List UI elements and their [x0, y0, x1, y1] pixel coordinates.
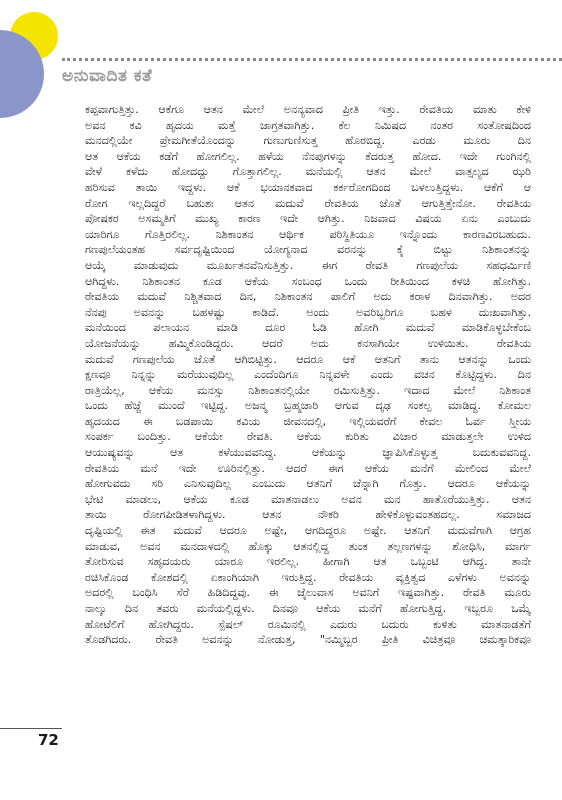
body-line: ಆತ ಆಕೆಯ ಕಡೆಗೆ ಹೋಗಲಿಲ್ಲ. ಹಳೆಯ ನೆನಪುಗಳನ್ನು ಕೆದರುತ್ತ ಹೋದ. ಇದೇ ಗುಂಗಿನಲ್ಲಿ — [85, 149, 531, 163]
body-line: ರೇವತಿಯ ಮನೆ ಇದೇ ಊರಿನಲ್ಲಿತ್ತು. ಆದರೆ ಈಗ ಆಕೆಯ ಮನೆಗೆ ಮೇಲಿಂದ ಮೇಲೆ — [85, 461, 531, 475]
body-line: ನಾಲ್ಕು ದಿನ ತವರು ಮನೆಯಲ್ಲಿದ್ದಳು. ದಿನವೂ ಆಕೆಯ ಮನೆಗೆ ಹೋಗುತ್ತಿದ್ದ. ಇಬ್ಬರೂ ಒಮ್ಮೆ — [85, 602, 531, 615]
body-line: ಪೋಷಕರ ಅಸಮ್ಮತಿಗೆ ಮುಖ್ಯ ಕಾರಣ ಇದೇ ಆಗಿತ್ತು. ನಿಜವಾದ ವಿಷಯ ಏನು ಎಂಬುದು — [85, 212, 531, 226]
page-number-rule — [0, 728, 62, 729]
body-line: ಗಣಪುಲೆಯಂತಹ ಸರ್ವದೃಷ್ಟಿಯಿಂದ ಯೋಗ್ಯನಾದ ವರನನ್ನು ಕೈ ಬಿಟ್ಟು ನಿಶಿಕಾಂತನನ್ನು — [85, 243, 531, 257]
body-line: ಸಂಪರ್ಕ ಬಂದಿತ್ತು. ಆಕೆಯೇ ರೇವತಿ. ಆಕೆಯ ಕುರಿತು ವಿಚಾರ ಮಾಡುತ್ತಲೇ ಉಳಿದ — [85, 430, 531, 444]
body-line: ಆಯುಷ್ಯವನ್ನು ಆತ ಕಳೆಯುವವನಿದ್ದ. ಆಕೆಯನ್ನು ಜ್ಞಾಪಿಸಿಕೊಳ್ಳುತ್ತ ಬದುಕುವವನಿದ್ದ. — [85, 446, 531, 460]
article-body — [85, 102, 531, 648]
body-line: ಕಪ್ಪವಾಗುತ್ತಿತ್ತು. ಆಕೆಗೂ ಆತನ ಮೇಲೆ ಅನನ್ಯವಾದ ಪ್ರೀತಿ ಇತ್ತು. ರೇವತಿಯ ಮಾತು ಕೇಳಿ — [85, 103, 531, 116]
body-line: ಯೋಜನೆಯನ್ನು ಹಮ್ಮಿಕೊಂಡಿದ್ದರು. ಆದರೆ ಅದು ಕನಸಾಗಿಯೇ ಉಳಿಯಿತು. ರೇವತಿಯ — [85, 336, 531, 350]
body-line: ಮಾಡುವ, ಅವನ ಮನದಾಳದಲ್ಲಿ ಹೊಕ್ಕು ಆತನಲ್ಲಿದ್ದ ತುಂಕ ತಲ್ಲಣಗಳನ್ನು ಶೋಧಿಸಿ, ಮಾರ್ಗ — [85, 539, 531, 553]
page-number: 72 — [38, 731, 59, 749]
body-line: ಮನದಲ್ಲಿಯೇ ಪ್ರೇಮಗೀತೆಯೊಂದನ್ನು ಗುಣುಗುಣಿಸುತ್ತ ಹೊರಬಿದ್ದ. ಎರಡು ಮೂರು ದಿನ — [85, 134, 531, 148]
body-line: ಆಯ್ಕೆ ಮಾಡುವುದು ಮೂರ್ಖತನವೆನಿಸುತ್ತಿತ್ತು. ಈಗ ರೇವತಿ ಗಣಪುಲೆಯ ಸಹಧರ್ಮಿಣಿ — [85, 258, 531, 272]
body-line: ತಾಯಿ ರೋಗಪೀಡಿತಳಾಗಿದ್ದಳು. ಆತನ ನೌಕರಿ ಹೇಳಿಕೊಳ್ಳುವಂತಹದಲ್ಲ. ಸಮಾಜದ — [85, 508, 531, 522]
body-line: ಆಗಿದ್ದಳು. ನಿಶಿಕಾಂತನ ಕೂಡ ಆಕೆಯ ಸಂಬಂಧ ಒಂದು ರೀತಿಯಿಂದ ಕಳಚಿ ಹೋಗಿತ್ತು. — [85, 274, 531, 288]
body-line: ರೋಗ ಇಲ್ಲದಿದ್ದರೆ ಬಹುಶಃ ಆತನ ಮದುವೆ ರೇವತಿಯ ಜೊತೆ ಆಗುತ್ತಿತ್ತೇನೋ. ರೇವತಿಯ — [85, 196, 531, 210]
body-line: ನೆನಪು ಅವನನ್ನು ಬಹಳಷ್ಟು ಕಾಡಿದೆ. ಅಂದು ಅವರಿಬ್ಬರಿಗೂ ಬಹಳ ದುಃಖವಾಗಿತ್ತು. — [85, 305, 531, 319]
body-line: ಅವನ ಕವಿ ಹೃದಯ ಮತ್ತೆ ಜಾಗ್ರತವಾಗಿತ್ತು. ಕೆಲ ನಿಮಿಷದ ನಂತರ ಸಂತೋಷದಿಂದ — [85, 118, 531, 132]
body-line: ಹೋಟೆಲಿಗೆ ಹೋಗಿದ್ದರು. ಸ್ಪೆಷಲ್ ರೂಮಿನಲ್ಲಿ ಎದುರು ಬದುರು ಕುಳಿತು ಮಾತನಾಡತೆಗೆ — [85, 617, 531, 631]
body-line: ಹರಿಸುವ ತಾಯಿ ಇದ್ದಳು. ಆಕೆ ಭಯಾನಕವಾದ ಕರ್ಕರೋಗದಿಂದ ಬಳಲುತ್ತಿದ್ದಳು. ಆಕೆಗೆ ಆ — [85, 180, 531, 194]
body-line: ಅದರಲ್ಲಿ ಬಂಧಿಸಿ ಸೆರೆ ಹಿಡಿದಿದ್ದವು. ಈ ಜೈಲುವಾಸ ಅವನಿಗೆ ಇಷ್ಟವಾಗಿತ್ತು. ರೇವತಿ ಮೂರು — [85, 586, 531, 600]
body-line: ದೃಷ್ಟಿಯಲ್ಲಿ ಈತ ಮದುವೆ ಆದರೂ ಅಷ್ಟೇ, ಆಗದಿದ್ದರೂ ಅಷ್ಟೇ. ಆತನಿಗೆ ಮದುವೆಗಾಗಿ ಆಗ್ರಹ — [85, 524, 531, 538]
body-line: ಭೇಟಿ ಮಾಡಲು, ಆಕೆಯ ಕೂಡ ಮಾತನಾಡಲು ಅವನ ಮನ ಹಾತೊರೆಯುತ್ತಿತ್ತು. ಆತನ — [85, 492, 531, 506]
body-line: ಹೃದಯದ ಈ ಬಡಪಾಯಿ ಕವಿಯ ಜೀವನದಲ್ಲಿ, ಇಲ್ಲಿಯವರೆಗೆ ಕೇವಲ ಓರ್ವ ಸ್ತ್ರೀಯ — [85, 414, 531, 428]
body-line: ಮದುವೆ ಗಣಪುಲೆಯ ಜೊತೆ ಆಗಿಬಿಟ್ಟಿತ್ತು. ಆದರೂ ಆಕೆ ಆತನಿಗೆ ತಾನು ಆತನನ್ನು ಒಂದು — [85, 352, 531, 366]
body-line: ರಾತ್ರಿಯೆಲ್ಲ, ಆಕೆಯ ಮನಸ್ಸು ನಿಶಿಕಾಂತನಲ್ಲಿಯೇ ರಮಿಸುತ್ತಿತ್ತು. ಇದಾದ ಮೇಲೆ ನಿಶಿಕಾಂತ — [85, 383, 531, 397]
body-line: ವೇಳೆ ಕಳೆದು ಹೋದದ್ದು ಗೊತ್ತಾಗಲಿಲ್ಲ. ಮನೆಯಲ್ಲಿ ಆತನ ಮೇಲೆ ವಾತ್ಸಲ್ಯದ ಝರಿ — [85, 165, 531, 179]
body-line: ಮನೆಯಿಂದ ಪಲಾಯನ ಮಾಡಿ ದೂರ ಓಡಿ ಹೋಗಿ ಮದುವೆ ಮಾಡಿಕೊಳ್ಳಬೇಕೆಂಬ — [85, 321, 531, 335]
section-title: ಅನುವಾದಿತ ಕತೆ — [62, 66, 153, 86]
body-line: ತೊಡಗಿದರು. ರೇವತಿ ಅವನನ್ನು ನೋಡುತ್ತ, "ನಮ್ಮಿಬ್ಬರ ಪ್ರೀತಿ ವಿಚಿತ್ರವೂ ಚಮತ್ಕಾರಿಕವೂ — [85, 633, 531, 647]
body-line: ರೇವತಿಯ ಮದುವೆ ನಿಶ್ಚಿತವಾದ ದಿನ, ನಿಶಿಕಾಂತನ ಪಾಲಿಗೆ ಅದು ಕರಾಳ ದಿನವಾಗಿತ್ತು. ಅದರ — [85, 290, 531, 304]
body-line: ಯಾರಿಗೂ ಗೊತ್ತಿರಲಿಲ್ಲ. ನಿಶಿಕಾಂತನ ಆರ್ಥಿಕ ಪರಿಸ್ಥಿತಿಯೂ ಇನ್ನೊಂದು ಕಾರಣವಿರಬಹುದು. — [85, 227, 531, 241]
body-line: ಕ್ಷಣವೂ ನಿನ್ನನ್ನು ಮರೆಯುವುದಿಲ್ಲ ಎಂದೆಂದಿಗೂ ನಿನ್ನವಳೇ ಎಂದು ವಚನ ಕೊಟ್ಟಿದ್ದಳು. ದಿನ — [85, 368, 531, 382]
body-line: ಹೋಗುವದು ಸರಿ ಎನಿಸುವುದಿಲ್ಲ ಎಂಬುದು ಆತನಿಗೆ ಚೆನ್ನಾಗಿ ಗೊತ್ತು. ಆದರೂ ಆಕೆಯನ್ನು — [85, 477, 531, 491]
header-dotted-rule — [62, 58, 562, 61]
body-line: ಒಂದು ಹೆಜ್ಜೆ ಮುಂದೆ ಇಟ್ಟಿದ್ದ. ಅಜನ್ಮ ಬ್ರಹ್ಮಚಾರಿ ಆಗುವ ದೃಢ ಸಂಕಲ್ಪ ಮಾಡಿದ್ದ. ಕೋಮಲ — [85, 399, 531, 413]
body-line: ತೋರಿಸುವ ಸಹೃದಯರು ಯಾರೂ ಇರಲಿಲ್ಲ. ಹೀಗಾಗಿ ಆತ ಒಬ್ಬಂಟಿ ಆಗಿದ್ದ. ತಾನೇ — [85, 555, 531, 569]
body-line: ರಚಿಸಿಕೊಂಡ ಕೋಶದಲ್ಲಿ ಏಕಾಂಗಿಯಾಗಿ ಇರುತ್ತಿದ್ದ. ರೇವತಿಯ ವ್ಯಕ್ತಿತ್ವದ ಎಳೆಗಳು ಅವನನ್ನು — [85, 570, 531, 584]
